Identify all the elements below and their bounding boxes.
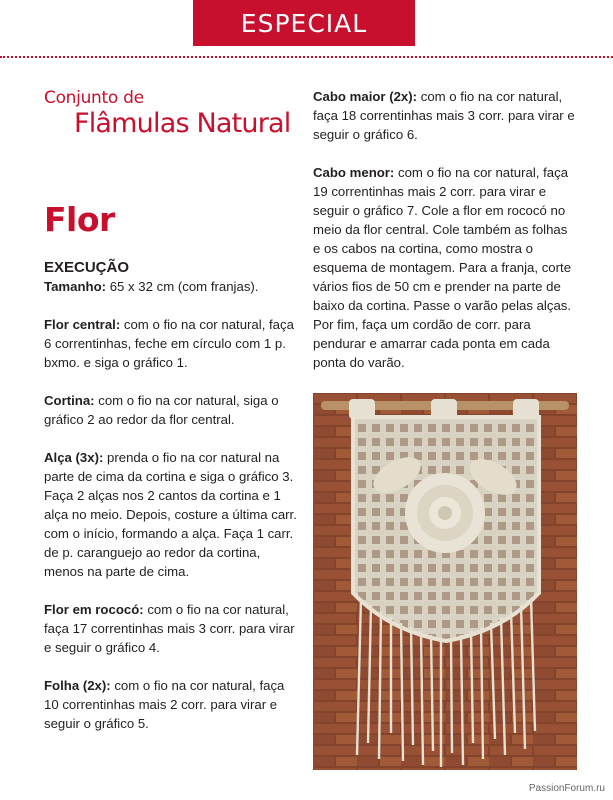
paragraph-label: Folha (2x): (44, 678, 111, 693)
execution-heading: EXECUÇÃO (44, 259, 130, 276)
section-header: ESPECIAL (193, 0, 415, 46)
paragraph (313, 163, 575, 372)
section-title: Flor (44, 200, 115, 239)
paragraph (44, 315, 300, 372)
paragraph-text: prenda o fio na cor natural na parte de cima da cortina e siga o gráfico 3. Faça 2 alças nos 2 cantos da cortina e 1 alça no meio. Depois, costure a última carr. com o início, formando a alça. Faça 1 carr. de p. caranguejo ao redor da cortina, menos na parte de cima. (44, 450, 297, 579)
paragraph-text: com o fio na cor natural, siga o gráfico 2 ao redor da flor central. (44, 393, 279, 427)
paragraph-label: Alça (3x): (44, 450, 104, 465)
macrame-photo (313, 393, 577, 770)
left-column (44, 258, 300, 752)
paragraph-text: com o fio na cor natural, faça 10 correntinhas mais 2 corr. para virar e seguir o gráfico 5. (44, 678, 285, 731)
dotted-divider (0, 56, 613, 58)
paragraph (313, 87, 575, 144)
tamanho-text: 65 x 32 cm (com franjas). (106, 279, 259, 294)
paragraph-text: com o fio na cor natural, faça 19 correntinhas mais 2 corr. para virar e seguir o gráfico 7. Cole a flor em rococó no meio da flor central. Cole também as folhas e os cabos na cortina, como mostra o esquema de montagem. Para a franja, corte vários fios de 50 cm e prender na parte de baixo da cortina. Passe o varão pelas alças. Por fim, faça um cordão de corr. para pendurar e amarrar cada ponta em cada ponta do varão. (313, 165, 572, 370)
paragraph-label: Cortina: (44, 393, 95, 408)
paragraph (44, 600, 300, 657)
paragraph-text: com o fio na cor natural, faça 17 correntinhas mais 3 corr. para virar e seguir o gráfico 4. (44, 602, 295, 655)
paragraph-text: com o fio na cor natural, faça 6 correntinhas, feche em círculo com 1 p. bxmo. e siga o gráfico 1. (44, 317, 294, 370)
watermark: PassionForum.ru (528, 783, 605, 794)
paragraph-label: Flor central: (44, 317, 121, 332)
paragraph (44, 448, 300, 581)
article-kicker: Conjunto de (44, 88, 144, 108)
paragraph (44, 676, 300, 733)
paragraph-label: Cabo menor: (313, 165, 395, 180)
paragraph-text: com o fio na cor natural, faça 18 correntinhas mais 3 corr. para virar e seguir o gráfico 6. (313, 89, 575, 142)
tamanho-paragraph (44, 277, 300, 296)
paragraph (44, 391, 300, 429)
paragraph-label: Flor em rococó: (44, 602, 144, 617)
article-title: Flâmulas Natural (74, 108, 291, 139)
tamanho-label: Tamanho: (44, 279, 107, 294)
right-column (313, 87, 575, 391)
paragraph-label: Cabo maior (2x): (313, 89, 418, 104)
